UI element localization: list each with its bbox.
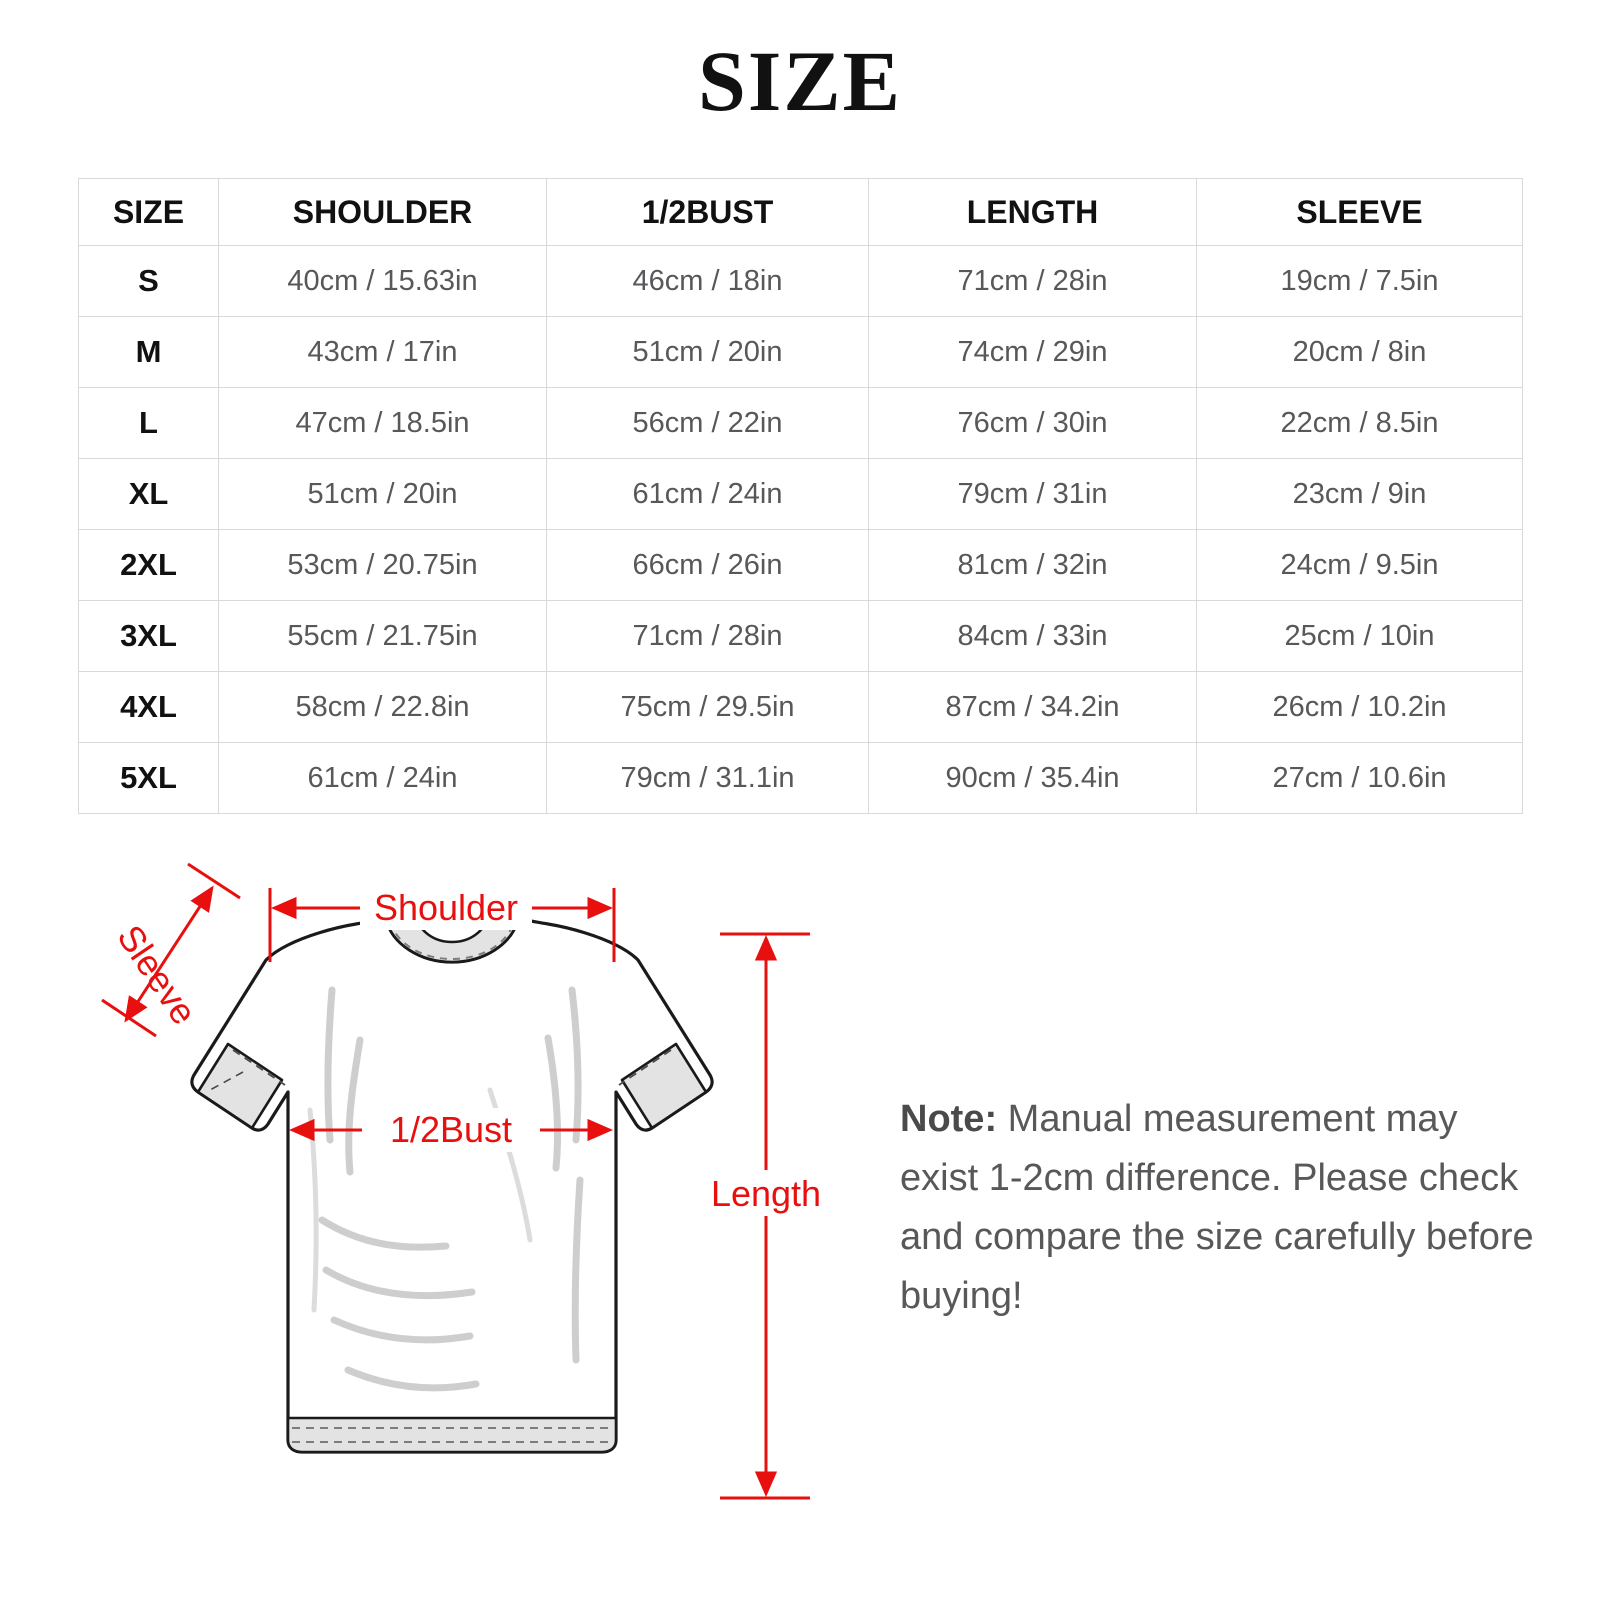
cell-shoulder: 40cm / 15.63in	[219, 246, 547, 317]
cell-bust: 56cm / 22in	[547, 388, 869, 459]
table-row	[79, 246, 1523, 317]
cell-bust: 71cm / 28in	[547, 601, 869, 672]
cell-bust: 79cm / 31.1in	[547, 743, 869, 814]
note-label: Note:	[900, 1098, 998, 1140]
cell-bust: 66cm / 26in	[547, 530, 869, 601]
cell-size: 2XL	[79, 530, 219, 601]
cell-bust: 61cm / 24in	[547, 459, 869, 530]
column-header-size: SIZE	[79, 179, 219, 246]
table-row	[79, 672, 1523, 743]
page-title: SIZE	[697, 33, 903, 129]
cell-sleeve: 19cm / 7.5in	[1197, 246, 1523, 317]
length-measure-annotation	[708, 934, 824, 1498]
cell-size: 3XL	[79, 601, 219, 672]
cell-shoulder: 43cm / 17in	[219, 317, 547, 388]
table-row	[79, 317, 1523, 388]
cell-length: 90cm / 35.4in	[869, 743, 1197, 814]
cell-length: 87cm / 34.2in	[869, 672, 1197, 743]
cell-shoulder: 61cm / 24in	[219, 743, 547, 814]
cell-shoulder: 51cm / 20in	[219, 459, 547, 530]
cell-size: M	[79, 317, 219, 388]
cell-sleeve: 20cm / 8in	[1197, 317, 1523, 388]
bust-label: 1/2Bust	[389, 1109, 513, 1150]
column-header-sleeve: SLEEVE	[1197, 179, 1523, 246]
cell-length: 71cm / 28in	[869, 246, 1197, 317]
sleeve-label: Sleeve	[109, 917, 205, 1032]
column-header-bust: 1/2BUST	[547, 179, 869, 246]
cell-sleeve: 24cm / 9.5in	[1197, 530, 1523, 601]
cell-bust: 51cm / 20in	[547, 317, 869, 388]
size-chart-table-container	[78, 178, 1522, 814]
cell-length: 79cm / 31in	[869, 459, 1197, 530]
table-header-row	[79, 179, 1523, 246]
tshirt-icon	[192, 914, 712, 1452]
cell-bust: 75cm / 29.5in	[547, 672, 869, 743]
cell-size: 5XL	[79, 743, 219, 814]
cell-sleeve: 23cm / 9in	[1197, 459, 1523, 530]
cell-size: 4XL	[79, 672, 219, 743]
cell-sleeve: 26cm / 10.2in	[1197, 672, 1523, 743]
table-row	[79, 743, 1523, 814]
cell-shoulder: 55cm / 21.75in	[219, 601, 547, 672]
length-label: Length	[710, 1173, 822, 1214]
cell-sleeve: 22cm / 8.5in	[1197, 388, 1523, 459]
cell-shoulder: 58cm / 22.8in	[219, 672, 547, 743]
tshirt-measurement-diagram	[60, 840, 860, 1570]
table-row	[79, 459, 1523, 530]
cell-size: L	[79, 388, 219, 459]
note-block	[900, 1090, 1540, 1326]
cell-length: 84cm / 33in	[869, 601, 1197, 672]
cell-length: 74cm / 29in	[869, 317, 1197, 388]
cell-size: XL	[79, 459, 219, 530]
note-text: Manual measurement may exist 1-2cm difference. Please check and compare the size carefully before buying!	[900, 1098, 1534, 1317]
sleeve-measure-annotation	[102, 864, 240, 1036]
cell-sleeve: 27cm / 10.6in	[1197, 743, 1523, 814]
column-header-length: LENGTH	[869, 179, 1197, 246]
shoulder-label: Shoulder	[373, 887, 519, 928]
cell-length: 81cm / 32in	[869, 530, 1197, 601]
column-header-shoulder: SHOULDER	[219, 179, 547, 246]
cell-bust: 46cm / 18in	[547, 246, 869, 317]
table-row	[79, 388, 1523, 459]
cell-size: S	[79, 246, 219, 317]
size-chart-table	[78, 178, 1523, 814]
cell-shoulder: 47cm / 18.5in	[219, 388, 547, 459]
cell-length: 76cm / 30in	[869, 388, 1197, 459]
cell-sleeve: 25cm / 10in	[1197, 601, 1523, 672]
table-row	[79, 601, 1523, 672]
cell-shoulder: 53cm / 20.75in	[219, 530, 547, 601]
table-row	[79, 530, 1523, 601]
